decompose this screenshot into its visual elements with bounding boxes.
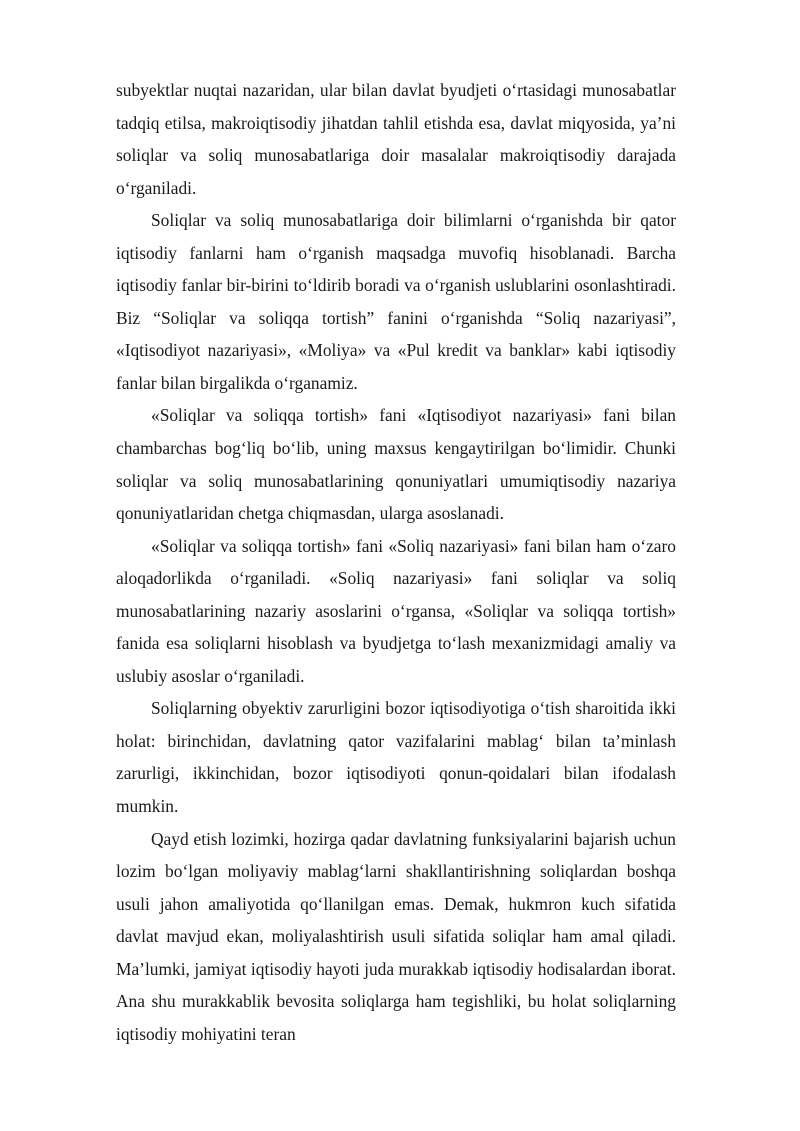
paragraph-4: «Soliqlar va soliqqa tortish» fani «Soliq nazariyasi» fani bilan ham o‘zaro aloqadorlikda o‘rganiladi. «Soliq nazariyasi» fani soliqlar va soliq munosabatlarining nazariy asoslarini o‘rgansa, «Soliqlar va soliqqa tortish» fanida esa soliqlarni hisoblash va byudjetga to‘lash mexanizmidagi amaliy va uslubiy asoslar o‘rganiladi.	[116, 535, 676, 686]
paragraph-6: Qayd etish lozimki, hozirga qadar davlatning funksiyalarini bajarish uchun lozim bo‘lgan moliyaviy mablag‘larni shakllantirishning soliqlardan boshqa usuli jahon amaliyotida qo‘llanilgan emas. Demak, hukmron kuch sifatida davlat mavjud ekan, moliyalashtirish usuli sifatida soliqlar ham amal qiladi. Ma’lumki, jamiyat iqtisodiy hayoti juda murakkab iqtisodiy hodisalardan iborat. Ana shu murakkablik bevosita soliqlarga ham tegishliki, bu holat soliqlarning iqtisodiy mohiyatini teran	[116, 828, 676, 1044]
paragraph-2: Soliqlar va soliq munosabatlariga doir bilimlarni o‘rganishda bir qator iqtisodiy fanlarni ham o‘rganish maqsadga muvofiq hisoblanadi. Barcha iqtisodiy fanlar bir-birini to‘ldirib boradi va o‘rganish uslublarini osonlashtiradi. Biz “Soliqlar va soliqqa tortish” fanini o‘rganishda “Soliq nazariyasi”, «Iqtisodiyot nazariyasi», «Moliya» va «Pul kredit va banklar» kabi iqtisodiy fanlar bilan birgalikda o‘rganamiz.	[116, 210, 676, 393]
paragraph-5: Soliqlarning obyektiv zarurligini bozor iqtisodiyotiga o‘tish sharoitida ikki holat: birinchidan, davlatning qator vazifalarini mablag‘ bilan ta’minlash zarurligi, ikkinchidan, bozor iqtisodiyoti qonun-qoidalari bilan ifodalash mumkin.	[116, 698, 676, 817]
paragraph-1: subyektlar nuqtai nazaridan, ular bilan davlat byudjeti o‘rtasidagi munosabatlar tadqiq etilsa, makroiqtisodiy jihatdan tahlil etishda esa, davlat miqyosida, ya’ni soliqlar va soliq munosabatlariga doir masalalar makroiqtisodiy darajada o‘rganiladi.	[116, 80, 676, 198]
document-page	[116, 74, 676, 1050]
paragraph-3: «Soliqlar va soliqqa tortish» fani «Iqtisodiyot nazariyasi» fani bilan chambarchas bog‘liq bo‘lib, uning maxsus kengaytirilgan bo‘limidir. Chunki soliqlar va soliq munosabatlarining qonuniyatlari umumiqtisodiy nazariya qonuniyatlaridan chetga chiqmasdan, ularga asoslanadi.	[116, 405, 676, 524]
